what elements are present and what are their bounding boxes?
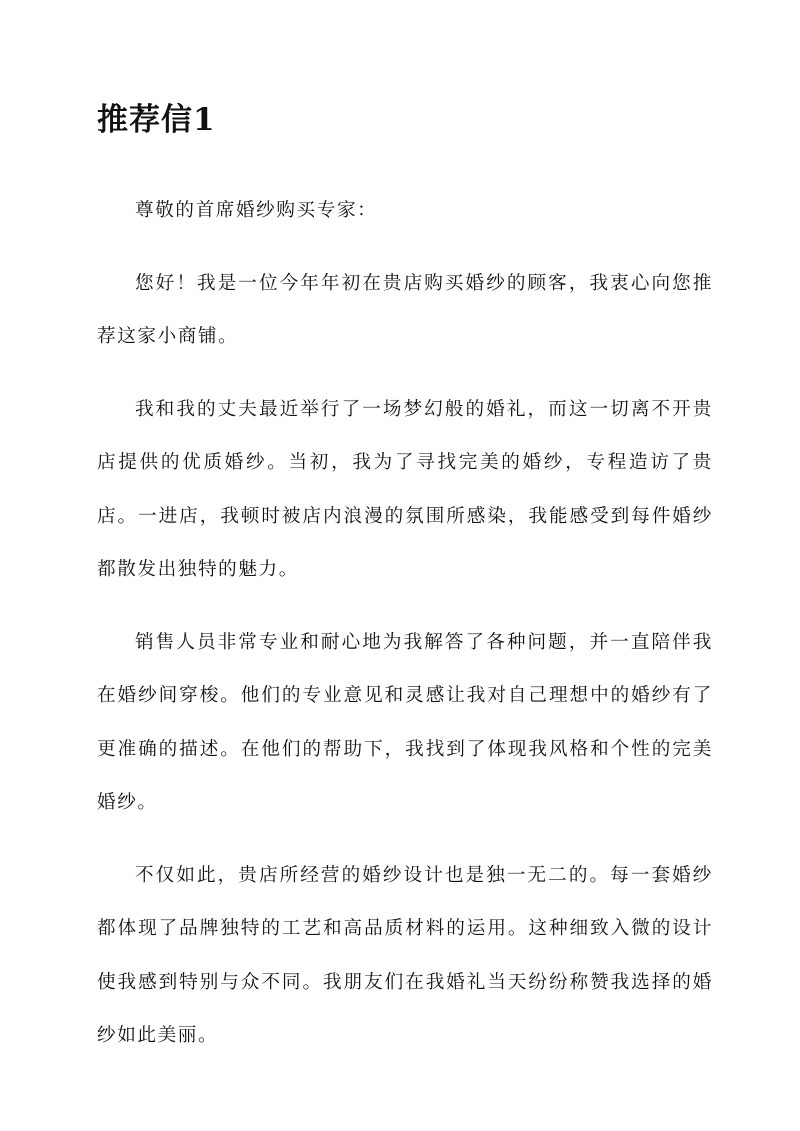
paragraph-1: 您好！我是一位今年年初在贵店购买婚纱的顾客，我衷心向您推荐这家小商铺。 [97,272,713,347]
paragraph-2: 我和我的丈夫最近举行了一场梦幻般的婚礼，而这一切离不开贵店提供的优质婚纱。当初，我为了寻找完美的婚纱，专程造访了贵店。一进店，我顿时被店内浪漫的氛围所感染，我能感受到每件婚纱都散发出独特的魅力。 [97,398,713,580]
greeting-line: 尊敬的首席婚纱购买专家： [135,200,378,221]
letter-body [97,184,713,1082]
paragraph-3: 销售人员非常专业和耐心地为我解答了各种问题，并一直陪伴我在婚纱间穿梭。他们的专业意见和灵感让我对自己理想中的婚纱有了更准确的描述。在他们的帮助下，我找到了体现我风格和个性的完美婚纱。 [97,631,713,813]
page-title: 推荐信1 [97,102,216,138]
paragraph-4: 不仅如此，贵店所经营的婚纱设计也是独一无二的。每一套婚纱都体现了品牌独特的工艺和高品质材料的运用。这种细致入微的设计使我感到特别与众不同。我朋友们在我婚礼当天纷纷称赞我选择的婚纱如此美丽。 [97,864,713,1046]
